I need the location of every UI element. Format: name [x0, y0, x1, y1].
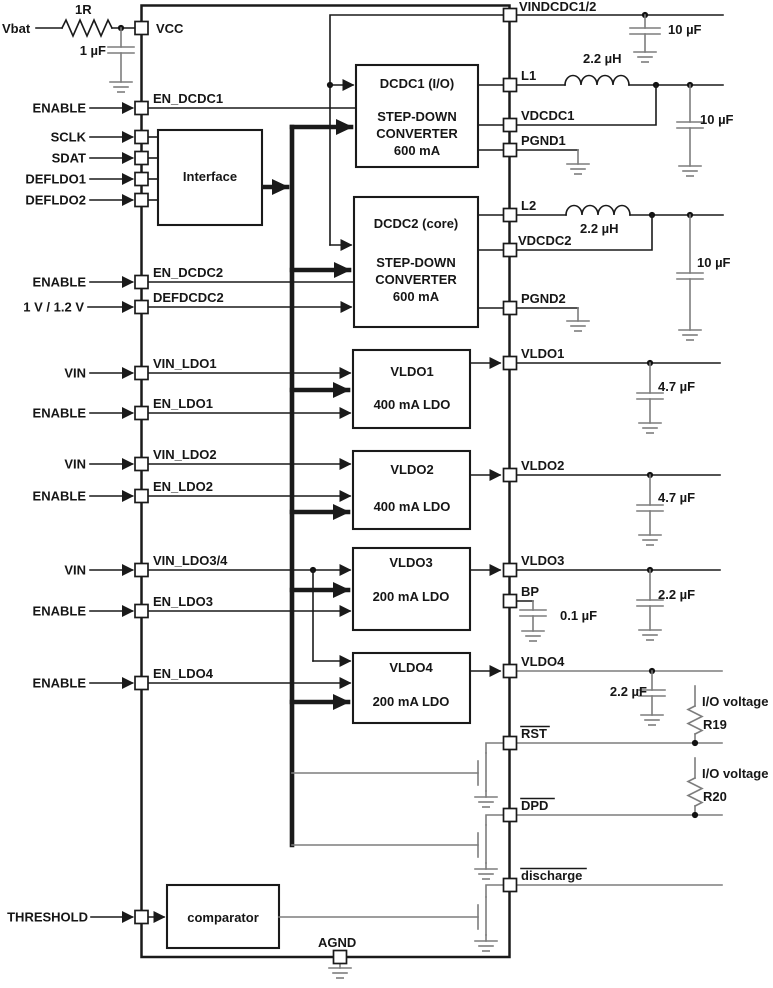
- pin-label-en-dcdc1: EN_DCDC1: [153, 91, 224, 106]
- ground-symbol: [110, 82, 132, 92]
- resistor-r20: [688, 778, 702, 806]
- net-vldo3-output: [517, 567, 721, 640]
- vldo3-title: VLDO3: [389, 555, 433, 570]
- inductor-l1: [565, 76, 629, 86]
- pin-label-pgnd1: PGND1: [521, 133, 566, 148]
- dcdc2-rating: 600 mA: [392, 289, 440, 304]
- label-io-voltage-r19: I/O voltage: [702, 694, 769, 709]
- pin-pgnd1: [504, 144, 517, 157]
- ground-symbol: [475, 941, 497, 951]
- net-vin-ldo34: [148, 567, 350, 661]
- pin-vdcdc1: [504, 119, 517, 132]
- label-sclk: SCLK: [50, 129, 86, 145]
- pin-label-en-ldo2: EN_LDO2: [153, 479, 213, 494]
- resistor-r19: [688, 706, 702, 734]
- discharge-output-transistor: [279, 885, 503, 951]
- pin-label-vldo4: VLDO4: [521, 654, 565, 669]
- net-agnd: [329, 964, 351, 979]
- label-r20: R20: [703, 789, 727, 804]
- net-dcdc1-output-filter: [517, 76, 724, 177]
- net-bp-bypass: [517, 601, 547, 641]
- pin-en-ldo1: [135, 407, 148, 420]
- label-enable-ldo2: ENABLE: [32, 488, 86, 504]
- pin-bp: [504, 595, 517, 608]
- vldo2-title: VLDO2: [390, 462, 434, 477]
- pin-en-ldo2: [135, 490, 148, 503]
- pin-label-defdcdc2: DEFDCDC2: [153, 290, 224, 305]
- label-c-dcdc2: 10 µF: [697, 255, 731, 270]
- pin-label-l1: L1: [521, 68, 537, 83]
- net-vldo1-output: [517, 360, 721, 433]
- left-input-arrows: [88, 108, 133, 917]
- pin-vindcdc12: [504, 9, 517, 22]
- label-c-dcdc1: 10 µF: [700, 112, 734, 127]
- ground-symbol: [679, 330, 701, 340]
- ground-symbol: [567, 164, 589, 174]
- dcdc2-block: [354, 197, 478, 327]
- pin-label-bp: BP: [521, 584, 540, 599]
- pin-label-discharge: discharge: [521, 868, 583, 883]
- dcdc1-line1: STEP-DOWN: [377, 109, 457, 124]
- ground-symbol: [679, 166, 701, 176]
- vldo3-rating: 200 mA LDO: [372, 589, 450, 604]
- dcdc1-line2: CONVERTER: [376, 126, 458, 141]
- pin-label-en-ldo3: EN_LDO3: [153, 594, 213, 609]
- vldo3-block: [353, 548, 470, 630]
- ground-symbol: [634, 52, 656, 62]
- ground-symbol: [641, 715, 663, 725]
- pin-rst: [504, 737, 517, 750]
- comparator-label: comparator: [187, 910, 259, 925]
- label-io-voltage-r20: I/O voltage: [702, 766, 769, 781]
- pin-label-vindcdc12: VINDCDC1/2: [519, 0, 597, 14]
- label-c-bp: 0.1 µF: [560, 608, 598, 623]
- comparator-block: [167, 885, 279, 948]
- net-dcdc-outputs: [478, 85, 503, 308]
- label-c-ldo4: 2.2 µF: [609, 684, 647, 699]
- pin-pgnd2: [504, 302, 517, 315]
- dcdc2-title: DCDC2 (core): [373, 216, 459, 231]
- pin-vldo4: [504, 665, 517, 678]
- label-enable-ldo3: ENABLE: [32, 603, 86, 619]
- ground-symbol: [475, 869, 497, 879]
- pin-label-rst: RST: [521, 726, 547, 741]
- ground-symbol: [522, 631, 544, 641]
- pin-label-vldo2: VLDO2: [521, 458, 565, 473]
- label-c-in: 10 µF: [668, 22, 702, 37]
- dpd-output-transistor: [292, 815, 503, 879]
- vldo2-block: [353, 451, 470, 529]
- pin-l2: [504, 209, 517, 222]
- rst-output-transistor: [292, 743, 503, 807]
- net-vldo2-output: [517, 472, 721, 545]
- pin-defldo2: [135, 194, 148, 207]
- pin-defdcdc2: [135, 301, 148, 314]
- pin-threshold: [135, 911, 148, 924]
- label-l2-value: 2.2 µH: [580, 221, 619, 236]
- pin-label-en-ldo1: EN_LDO1: [153, 396, 213, 411]
- pin-label-dpd: DPD: [521, 798, 549, 813]
- pin-vin-ldo34: [135, 564, 148, 577]
- vldo4-title: VLDO4: [389, 660, 433, 675]
- net-pgnd2: [517, 308, 590, 331]
- dcdc2-line1: STEP-DOWN: [376, 255, 456, 270]
- interface-block: [158, 130, 262, 225]
- net-ldo-outputs: [470, 363, 500, 671]
- pin-label-vdcdc1: VDCDC1: [521, 108, 575, 123]
- pin-vldo2: [504, 469, 517, 482]
- pin-dpd: [504, 809, 517, 822]
- vcc-bypass-capacitor: [108, 47, 134, 92]
- pin-en-dcdc1: [135, 102, 148, 115]
- vldo1-block-box: [353, 350, 470, 428]
- pin-label-en-dcdc2: EN_DCDC2: [153, 265, 224, 280]
- internal-control-bus: [262, 127, 351, 845]
- label-defldo1: DEFLDO1: [25, 171, 86, 187]
- dcdc1-block: [356, 65, 478, 167]
- pin-label-vldo3: VLDO3: [521, 553, 565, 568]
- label-l1-value: 2.2 µH: [583, 51, 622, 66]
- pin-vcc: [135, 22, 148, 35]
- interface-block-label: Interface: [182, 169, 238, 184]
- pin-label-vdcdc2: VDCDC2: [518, 233, 572, 248]
- label-threshold: THRESHOLD: [7, 909, 88, 925]
- pin-vldo1: [504, 357, 517, 370]
- ground-symbol: [475, 797, 497, 807]
- pin-label-vin-ldo34: VIN_LDO3/4: [153, 553, 228, 568]
- label-c-ldo3: 2.2 µF: [658, 587, 696, 602]
- pin-vdcdc2: [504, 244, 517, 257]
- dcdc1-title: DCDC1 (I/O): [379, 76, 455, 91]
- label-vin-ldo2: VIN: [64, 456, 86, 472]
- label-vsel: 1 V / 1.2 V: [23, 299, 84, 315]
- label-c-ldo1: 4.7 µF: [658, 379, 696, 394]
- vldo1-block: [353, 350, 470, 428]
- vldo4-block: [353, 653, 470, 723]
- ground-symbol: [329, 968, 351, 978]
- label-sdat: SDAT: [51, 150, 86, 166]
- ground-symbol: [639, 630, 661, 640]
- dcdc2-line2: CONVERTER: [375, 272, 457, 287]
- net-pgnd1: [517, 150, 590, 174]
- pin-label-pgnd2: PGND2: [521, 291, 566, 306]
- pin-label-vldo1: VLDO1: [521, 346, 565, 361]
- label-c-vcc: 1 µF: [79, 43, 106, 58]
- label-vin-ldo1: VIN: [64, 365, 86, 381]
- label-enable-dcdc1: ENABLE: [32, 100, 86, 116]
- ground-symbol: [567, 321, 589, 331]
- inductor-l2: [566, 206, 630, 216]
- vldo1-title: VLDO1: [390, 364, 434, 379]
- pin-agnd: [334, 951, 347, 964]
- ground-symbol: [639, 535, 661, 545]
- label-r19: R19: [703, 717, 727, 732]
- ground-symbol: [639, 423, 661, 433]
- label-defldo2: DEFLDO2: [25, 192, 86, 208]
- pin-discharge: [504, 879, 517, 892]
- label-c-ldo2: 4.7 µF: [658, 490, 696, 505]
- label-enable-ldo4: ENABLE: [32, 675, 86, 691]
- pin-en-ldo4: [135, 677, 148, 690]
- pin-en-dcdc2: [135, 276, 148, 289]
- net-dcdc2-output-filter: [517, 206, 724, 341]
- pin-label-l2: L2: [521, 198, 537, 213]
- net-serial-interface-inputs: [148, 137, 158, 200]
- pin-en-ldo3: [135, 605, 148, 618]
- series-resistor-1r: [62, 20, 112, 36]
- label-vbat: Vbat: [2, 21, 31, 36]
- vldo2-rating: 400 mA LDO: [373, 499, 451, 514]
- vldo1-rating: 400 mA LDO: [373, 397, 451, 412]
- pin-label-en-ldo4: EN_LDO4: [153, 666, 213, 681]
- label-enable-ldo1: ENABLE: [32, 405, 86, 421]
- pin-sdat: [135, 152, 148, 165]
- vldo4-rating: 200 mA LDO: [372, 694, 450, 709]
- pin-label-vcc: VCC: [156, 21, 184, 36]
- label-vin-ldo34: VIN: [64, 562, 86, 578]
- dcdc1-rating: 600 mA: [393, 143, 441, 158]
- label-resistor-1r: 1R: [75, 2, 92, 17]
- pin-vin-ldo1: [135, 367, 148, 380]
- pin-label-vin-ldo1: VIN_LDO1: [153, 356, 217, 371]
- label-enable-dcdc2: ENABLE: [32, 274, 86, 290]
- pin-defldo1: [135, 173, 148, 186]
- pin-label-agnd: AGND: [318, 935, 357, 950]
- pin-l1: [504, 79, 517, 92]
- pin-vin-ldo2: [135, 458, 148, 471]
- pin-label-vin-ldo2: VIN_LDO2: [153, 447, 217, 462]
- pin-sclk: [135, 131, 148, 144]
- pin-vldo3: [504, 564, 517, 577]
